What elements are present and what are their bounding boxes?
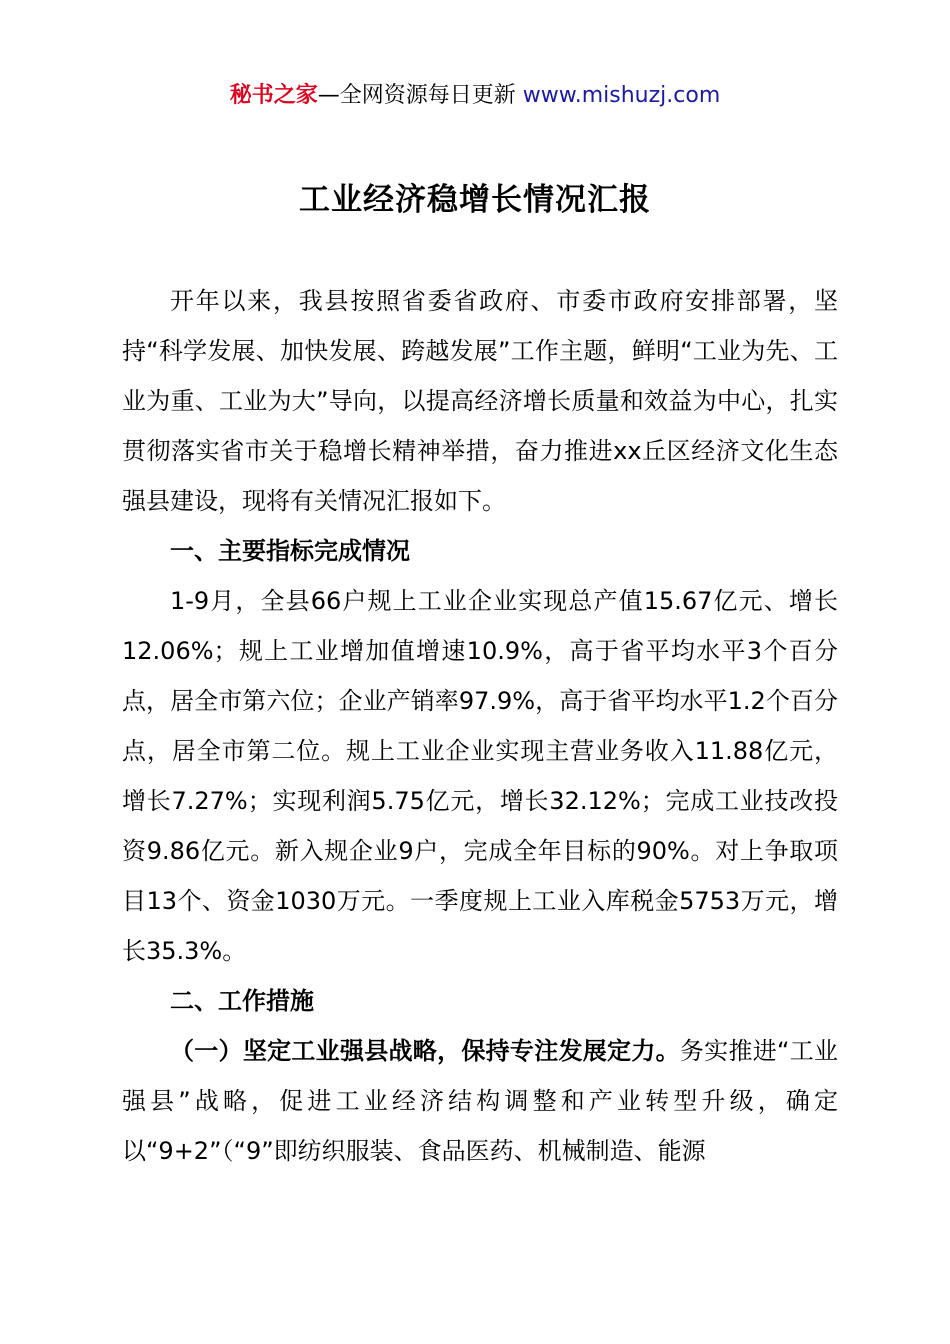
document-body bbox=[122, 276, 838, 1176]
site-banner bbox=[0, 80, 950, 112]
section-heading-main-indicators: 一、主要指标完成情况 bbox=[170, 537, 410, 565]
banner-url-link[interactable]: www.mishuzj.com bbox=[522, 83, 721, 108]
document-title: 工业经济稳增长情况汇报 bbox=[299, 182, 651, 218]
subsection-lead: （一）坚定工业强县战略，保持专注发展定力。 bbox=[170, 1037, 680, 1065]
banner-tagline: —全网资源每日更新 bbox=[317, 83, 523, 108]
intro-paragraph: 开年以来，我县按照省委省政府、市委市政府安排部署，坚持“科学发展、加快发展、跨越发展”工作主题，鲜明“工业为先、工业为重、工业为大”导向，以提高经济增长质量和效益为中心，扎实贯彻落实省市关于稳增长精神举措，奋力推进xx丘区经济文化生态强县建设，现将有关情况汇报如下。 bbox=[122, 287, 838, 515]
section-heading-work-measures: 二、工作措施 bbox=[170, 987, 314, 1015]
subsection-body: 务实推进“工业强县”战略，促进工业经济结构调整和产业转型升级，确定以“9+2”（“9”即纺织服装、食品医药、机械制造、能源 bbox=[122, 1037, 839, 1165]
main-indicators-paragraph: 1-9月，全县66户规上工业企业实现总产值15.67亿元、增长12.06%；规上工业增加值增速10.9%，高于省平均水平3个百分点，居全市第六位；企业产销率97.9%，高于省平均水平1.2个百分点，居全市第二位。规上工业企业实现主营业务收入11.88亿元，增长7.27%；实现利润5.75亿元，增长32.12%；完成工业技改投资9.86亿元。新入规企业9户，完成全年目标的90%。对上争取项目13个、资金1030万元。一季度规上工业入库税金5753万元，增长35.3%。 bbox=[122, 587, 838, 965]
work-measures-paragraph-1 bbox=[122, 1026, 838, 1176]
brand-name: 秘书之家 bbox=[229, 83, 318, 108]
